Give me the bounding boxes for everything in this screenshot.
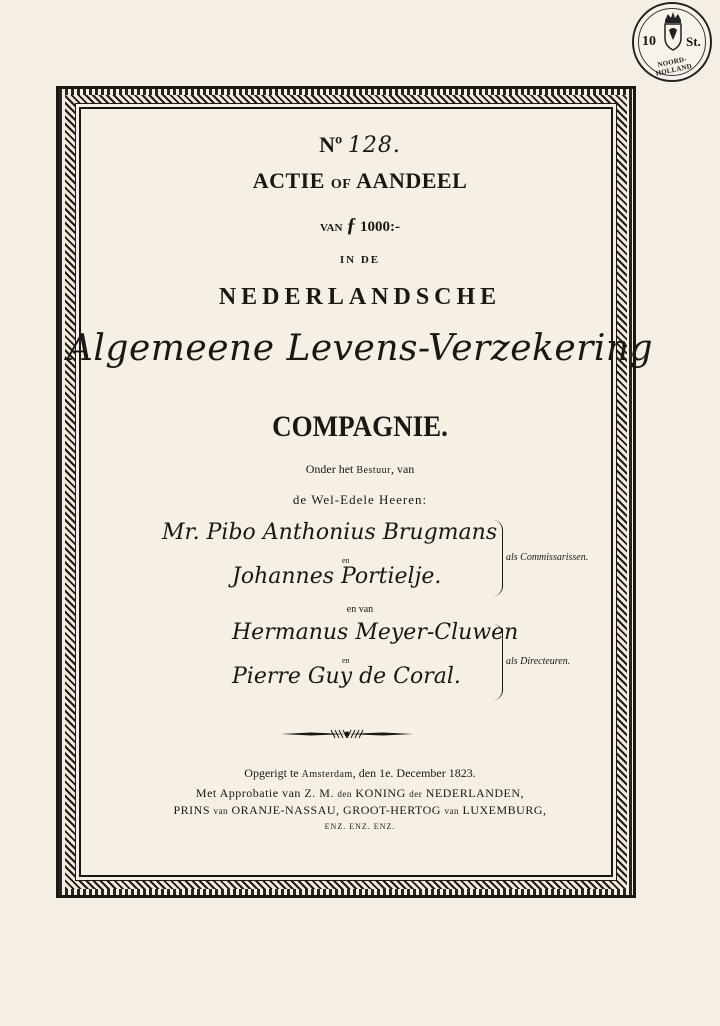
approval-country: NEDERLANDEN,	[425, 786, 525, 800]
certificate-title	[0, 168, 720, 194]
management-suffix: , van	[390, 462, 415, 476]
title-oranje: ORANJE-NASSAU, GROOT-HERTOG	[231, 803, 441, 817]
commissioners-role: als Commissarissen.	[506, 552, 589, 563]
founded-date: , den 1e. December 1823.	[352, 766, 476, 780]
currency-symbol: ƒ	[346, 214, 357, 236]
en-van-label: en van	[346, 604, 374, 615]
tax-stamp	[632, 2, 712, 82]
approval-koning: KONING	[355, 786, 406, 800]
amount-value: 1000:-	[359, 219, 400, 235]
stamp-unit: St.	[686, 34, 701, 49]
approval-line	[0, 786, 720, 801]
founded-prefix: Opgerigt te	[244, 766, 299, 780]
title-prins: PRINS	[173, 803, 211, 817]
heeren-line	[0, 492, 720, 508]
title-aandeel: AANDEEL	[356, 168, 468, 193]
title-of: OF	[330, 177, 352, 192]
directors-role: als Directeuren.	[506, 656, 571, 667]
share-amount	[0, 214, 720, 237]
title-actie: ACTIE	[252, 168, 325, 193]
approval-den: den	[337, 789, 352, 799]
company-name-line3: COMPAGNIE.	[272, 410, 448, 443]
stamp-value: 10	[642, 34, 656, 49]
company-name-line2: Algemeene Levens-Verzekering	[66, 328, 654, 369]
enz-line: ENZ. ENZ. ENZ.	[324, 822, 396, 831]
heeren-prefix: de	[292, 492, 308, 507]
management-prefix: Onder het	[305, 462, 354, 476]
crown-shield-icon	[660, 10, 686, 52]
title-luxemburg: LUXEMBURG,	[462, 803, 547, 817]
director-en: en	[342, 656, 350, 665]
directors-brace	[492, 624, 503, 700]
commissioners-brace	[492, 520, 503, 596]
stamp-region: NOORD-HOLLAND	[654, 55, 693, 78]
founded-city: Amsterdam	[301, 769, 353, 780]
number-value: 128.	[347, 133, 401, 158]
approval-prefix: Met Approbatie van Z. M.	[195, 786, 334, 800]
certificate-number	[0, 132, 720, 158]
title-van-1: van	[213, 806, 229, 816]
founded-line	[0, 766, 720, 781]
titles-line	[0, 803, 720, 818]
director-name-1: Hermanus Meyer-Cluwen	[232, 620, 519, 645]
heeren-title: Wel-Edele Heeren:	[311, 492, 428, 507]
commissioner-en: en	[342, 556, 350, 565]
ornament-divider-icon	[281, 728, 413, 740]
van-label: VAN	[320, 222, 343, 234]
commissioner-name-2: Johannes Portielje.	[232, 564, 442, 589]
management-word: Bestuur	[356, 465, 391, 476]
title-van-2: van	[444, 806, 459, 816]
approval-der: der	[409, 789, 423, 799]
management-line	[0, 462, 720, 477]
in-de-label: IN DE	[339, 254, 381, 266]
director-name-2: Pierre Guy de Coral.	[232, 664, 461, 689]
commissioner-name-1: Mr. Pibo Anthonius Brugmans	[162, 520, 498, 545]
number-prefix: Nº	[319, 132, 343, 157]
company-name-line1: NEDERLANDSCHE	[218, 284, 502, 310]
